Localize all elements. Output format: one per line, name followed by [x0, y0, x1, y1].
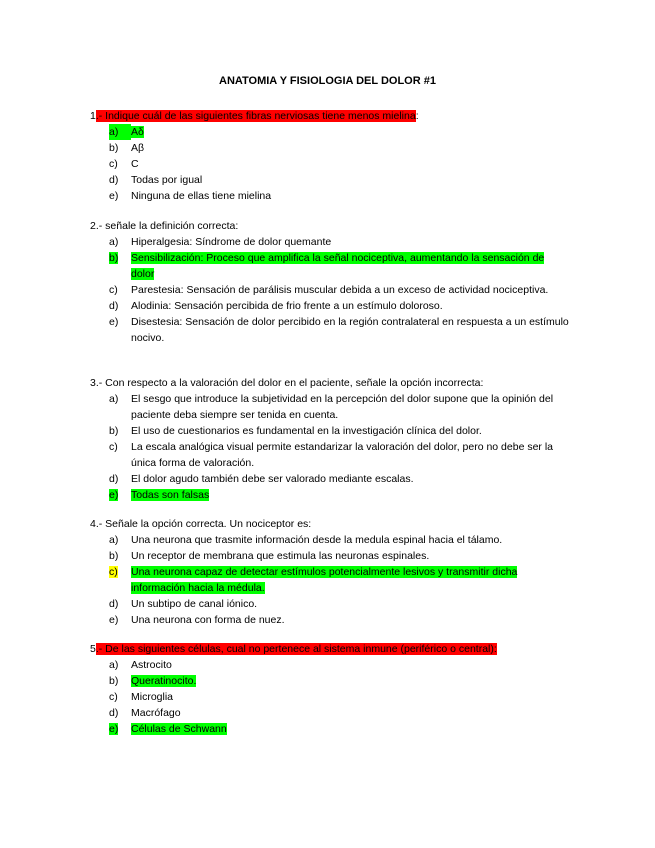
option-text: Astrocito: [131, 659, 172, 671]
option-3e: [90, 487, 570, 503]
option-1d: [90, 172, 570, 188]
option-text: Parestesia: Sensación de parálisis muscular debida a un exceso de actividad nociceptiva.: [131, 284, 549, 296]
option-letter: e): [109, 489, 119, 501]
question-4-text: 4.- Señale la opción correcta. Un nociceptor es:: [90, 518, 312, 530]
question-1-text: [90, 108, 570, 124]
option-1a: [90, 124, 570, 140]
option-text: Una neurona que trasmite información desde la medula espinal hacia el tálamo.: [131, 534, 503, 546]
question-5-highlight: .- De las siguientes células, cual no pertenece al sistema inmune (periférico o central):: [95, 643, 497, 655]
option-letter: c): [109, 691, 118, 703]
option-letter: e): [109, 614, 119, 626]
option-text: Ninguna de ellas tiene mielina: [131, 190, 272, 202]
option-4e: [90, 612, 570, 628]
option-letter: c): [109, 566, 118, 578]
question-5-text: [90, 641, 570, 657]
option-letter: e): [109, 316, 119, 328]
option-text: C: [131, 158, 139, 170]
option-letter: b): [109, 675, 119, 687]
option-letter: d): [109, 174, 119, 186]
option-2d: [90, 298, 570, 314]
option-letter: d): [109, 598, 119, 610]
document-title: ANATOMIA Y FISIOLOGIA DEL DOLOR #1: [219, 75, 436, 87]
option-text: La escala analógica visual permite estandarizar la valoración del dolor, pero no debe ser la única forma de valoración.: [131, 441, 554, 469]
option-4d: [90, 596, 570, 612]
question-1-options: [90, 124, 570, 204]
question-3-text: 3.- Con respecto a la valoración del dolor en el paciente, señale la opción incorrecta:: [90, 377, 484, 389]
option-text: Aδ: [131, 126, 144, 138]
question-1: [90, 108, 570, 204]
option-letter: c): [109, 441, 118, 453]
option-text: Una neurona capaz de detectar estímulos potencialmente lesivos y transmitir dicha información hacia la médula.: [131, 566, 518, 594]
option-text: Un subtipo de canal iónico.: [131, 598, 258, 610]
option-text: Todas son falsas: [131, 489, 210, 501]
option-5a: [90, 657, 570, 673]
option-text: Todas por igual: [131, 174, 203, 186]
option-letter: b): [109, 252, 119, 264]
option-text: Una neurona con forma de nuez.: [131, 614, 285, 626]
option-text: Aβ: [131, 142, 145, 154]
option-text: Células de Schwann: [131, 723, 227, 735]
option-3c: [90, 439, 570, 471]
option-1c: [90, 156, 570, 172]
question-1-number: 1: [90, 110, 96, 122]
option-2c: [90, 282, 570, 298]
option-2a: [90, 234, 570, 250]
question-1-highlight: .- Indique cuál de las siguientes fibras nerviosas tiene menos mielina: [95, 110, 416, 122]
option-letter: b): [109, 550, 119, 562]
option-letter: b): [109, 425, 119, 437]
option-text: Hiperalgesia: Síndrome de dolor quemante: [131, 236, 332, 248]
option-1e: [90, 188, 570, 204]
option-text: El sesgo que introduce la subjetividad en la percepción del dolor supone que la opinión del paciente deba siempre ser tenida en cuenta.: [131, 393, 554, 421]
option-1b: [90, 140, 570, 156]
option-letter: e): [109, 723, 119, 735]
option-4b: [90, 548, 570, 564]
option-text: Un receptor de membrana que estimula las neuronas espinales.: [131, 550, 430, 562]
option-letter: e): [109, 190, 119, 202]
option-text: Sensibilización: Proceso que amplifica la señal nociceptiva, aumentando la sensación de dolor: [131, 252, 545, 280]
option-letter: d): [109, 300, 119, 312]
option-text: Macrófago: [131, 707, 181, 719]
question-3: [90, 375, 570, 503]
option-letter: a): [109, 534, 119, 546]
option-5c: [90, 689, 570, 705]
option-letter: d): [109, 473, 119, 485]
option-letter: d): [109, 707, 119, 719]
option-5b: [90, 673, 570, 689]
question-4: [90, 516, 570, 628]
option-4a: [90, 532, 570, 548]
option-3a: [90, 391, 570, 423]
option-5d: [90, 705, 570, 721]
option-letter: a): [109, 236, 119, 248]
question-2-text: 2.- señale la definición correcta:: [90, 220, 239, 232]
option-letter: c): [109, 158, 118, 170]
question-5-number: 5: [90, 643, 96, 655]
option-3d: [90, 471, 570, 487]
option-5e: [90, 721, 570, 737]
option-2e: [90, 314, 570, 346]
question-5: [90, 641, 570, 737]
option-letter: c): [109, 284, 118, 296]
option-text: Queratinocito.: [131, 675, 197, 687]
option-2b: [90, 250, 570, 282]
option-text: Disestesia: Sensación de dolor percibido en la región contralateral en respuesta a un estímulo nocivo.: [131, 316, 569, 344]
option-letter: a): [109, 124, 131, 140]
option-letter: a): [109, 393, 119, 405]
question-1-suffix: :: [415, 110, 419, 122]
option-3b: [90, 423, 570, 439]
question-2-options: [90, 234, 570, 346]
question-2: [90, 218, 570, 346]
option-4c: [90, 564, 570, 596]
option-text: El uso de cuestionarios es fundamental en la investigación clínica del dolor.: [131, 425, 482, 437]
option-letter: a): [109, 659, 119, 671]
option-text: El dolor agudo también debe ser valorado mediante escalas.: [131, 473, 414, 485]
option-text: Alodinia: Sensación percibida de frio frente a un estímulo doloroso.: [131, 300, 443, 312]
option-text: Microglia: [131, 691, 174, 703]
question-3-options: [90, 391, 570, 503]
option-letter: b): [109, 142, 119, 154]
question-5-options: [90, 657, 570, 737]
question-4-options: [90, 532, 570, 628]
